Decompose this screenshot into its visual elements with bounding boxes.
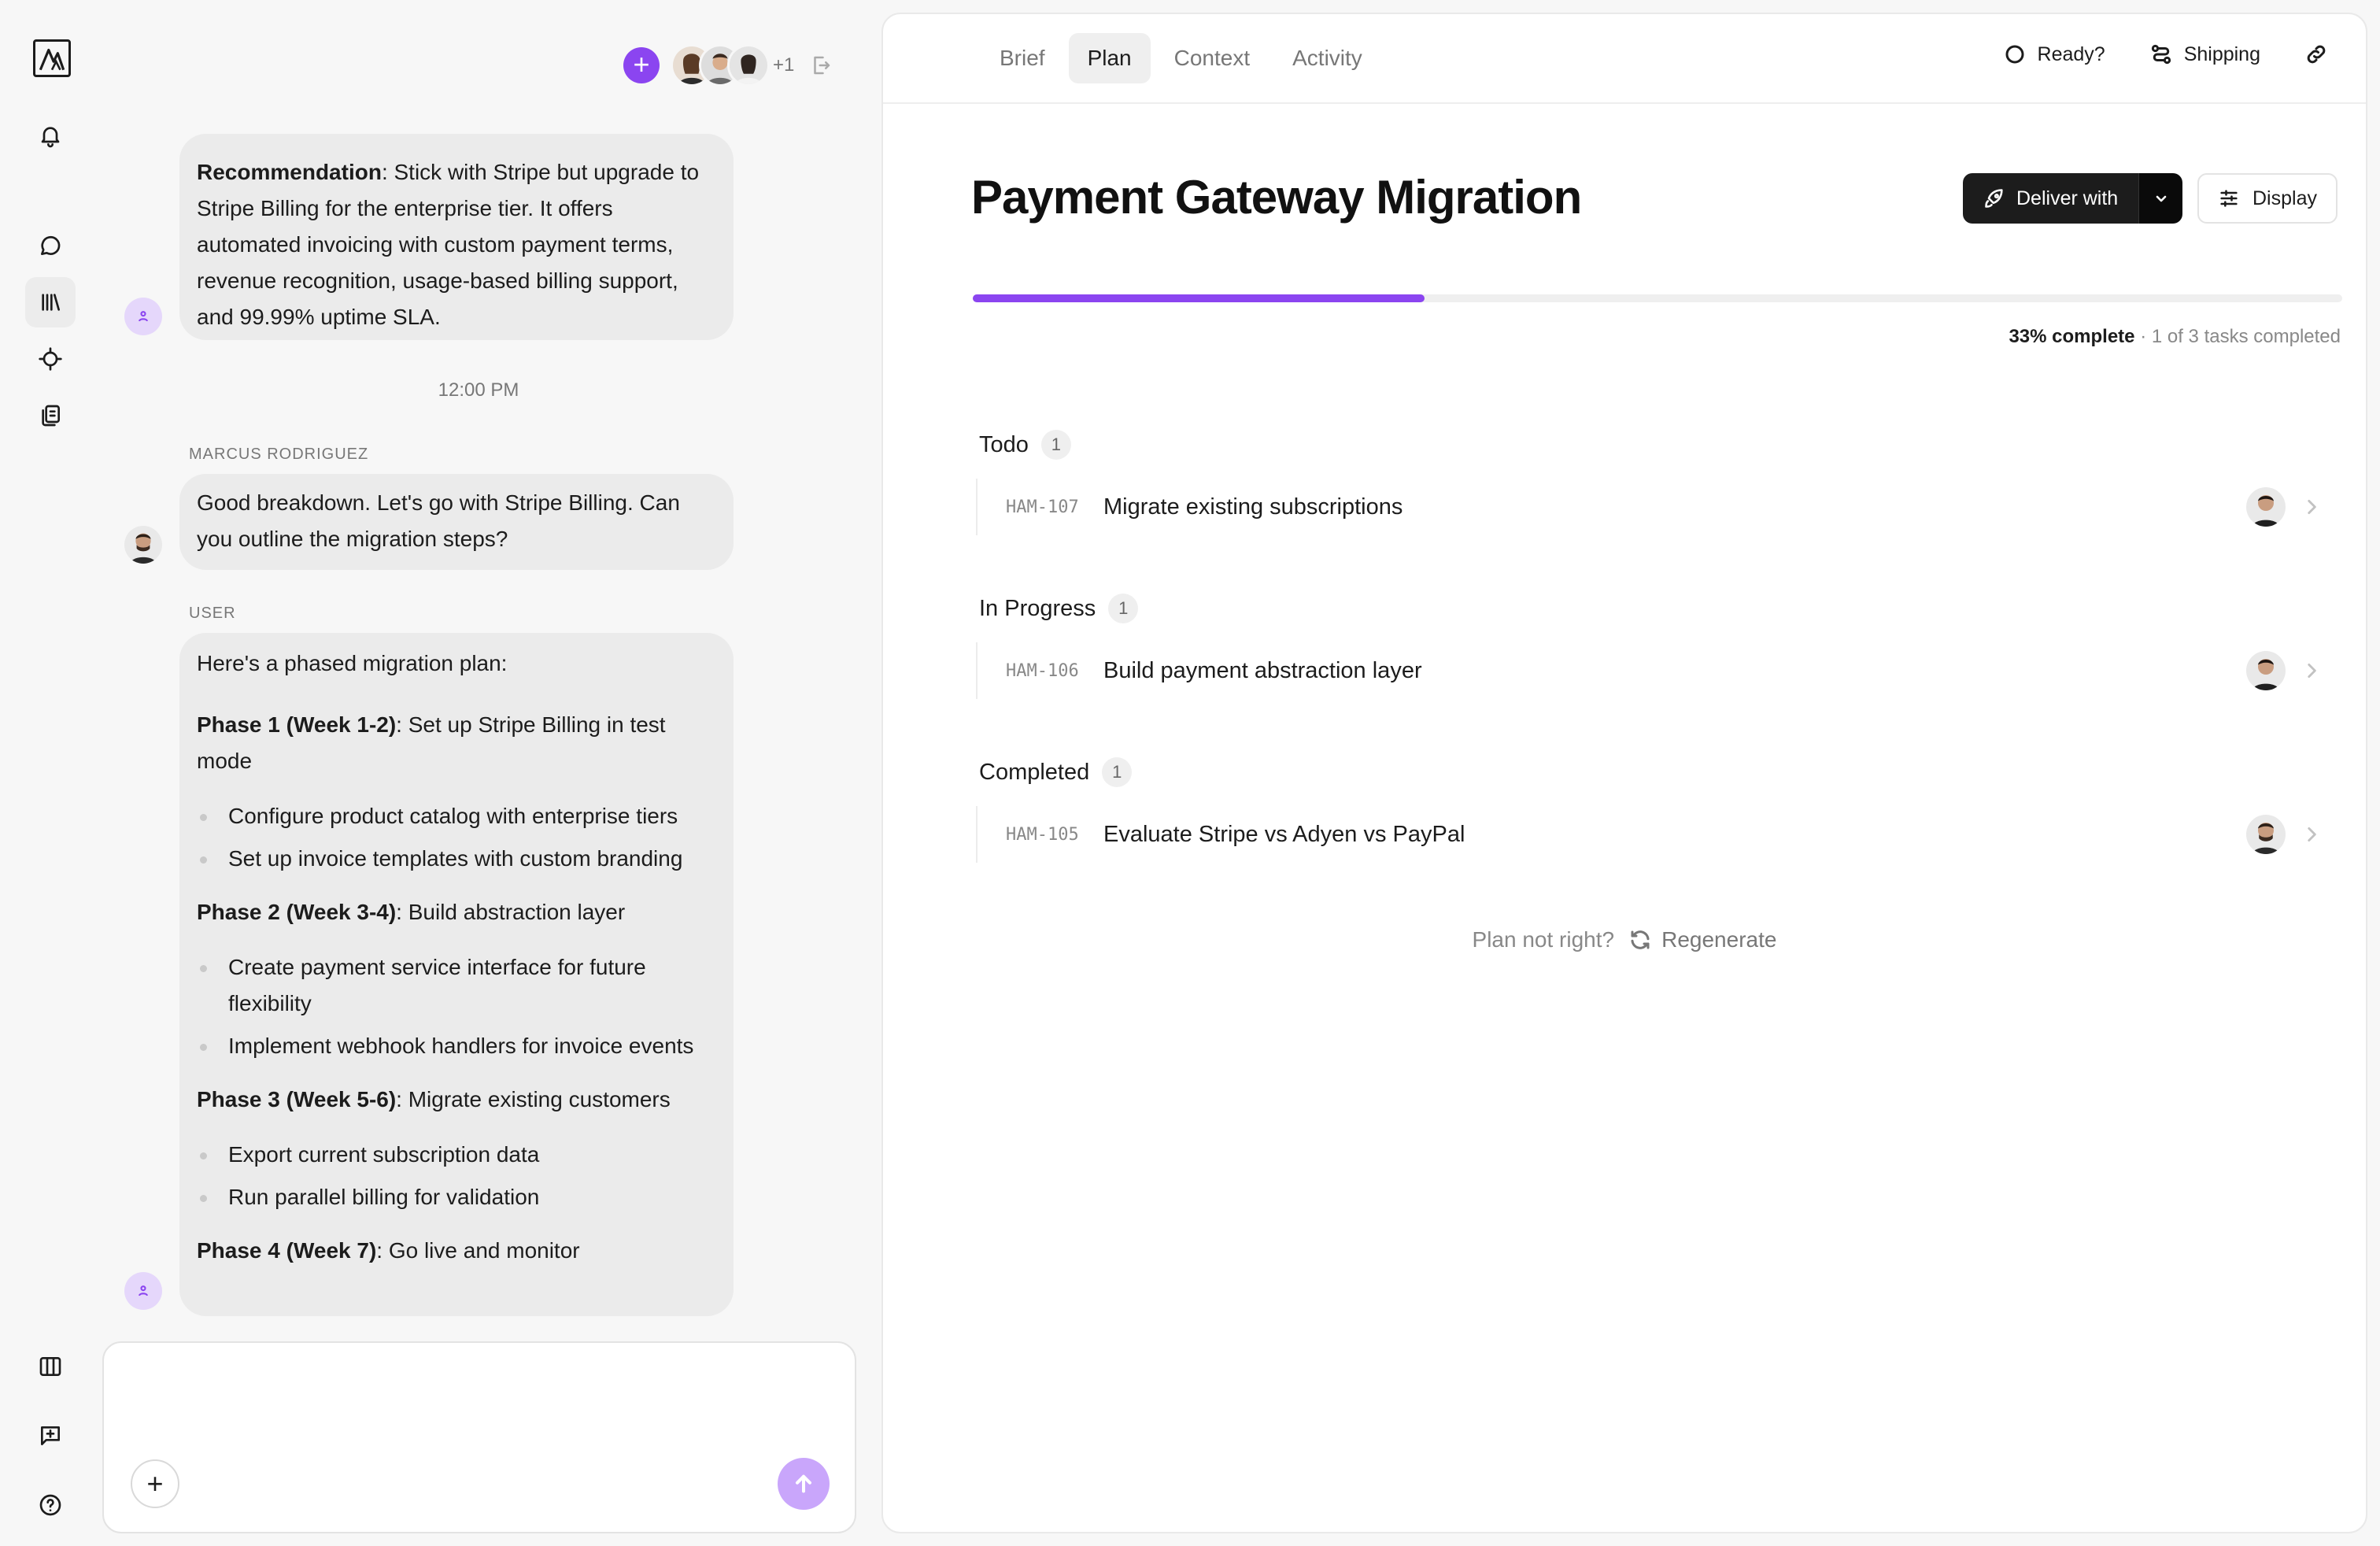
progress-percent: 33% complete — [2009, 326, 2135, 347]
message-plus-icon — [38, 1423, 63, 1448]
chat-panel — [101, 0, 861, 1546]
group-count: 1 — [1102, 757, 1132, 787]
group-header-in-progress[interactable] — [979, 594, 1138, 623]
sidebar-toggle-button[interactable] — [25, 1341, 76, 1392]
link-icon — [2304, 43, 2328, 66]
tab-plan[interactable]: Plan — [1069, 33, 1151, 83]
documents-button[interactable] — [25, 390, 76, 441]
shipping-label: Shipping — [2183, 43, 2260, 65]
refresh-icon — [1628, 928, 1652, 952]
progress-fill — [973, 294, 1425, 302]
assistant-message — [179, 134, 734, 340]
tab-activity[interactable]: Activity — [1292, 46, 1362, 70]
task-title: Build payment abstraction layer — [1103, 657, 1422, 683]
regenerate-prompt: Plan not right? — [1472, 927, 1615, 952]
feedback-button[interactable] — [25, 1411, 76, 1461]
task-title: Evaluate Stripe vs Adyen vs PayPal — [1103, 821, 1465, 847]
chevron-down-icon — [2152, 189, 2171, 208]
task-id: HAM-107 — [1006, 497, 1079, 517]
group-count: 1 — [1041, 430, 1071, 460]
assignee-avatar[interactable] — [2246, 815, 2286, 854]
user-message — [179, 474, 734, 570]
target-button[interactable] — [25, 334, 76, 384]
bell-icon — [38, 123, 63, 148]
list-item: Run parallel billing for validation — [197, 1179, 716, 1215]
top-actions — [2003, 43, 2328, 66]
status-label: Ready? — [2037, 43, 2105, 65]
documents-icon — [38, 403, 63, 428]
phase-bullets — [197, 949, 716, 1064]
sender-name: MARCUS RODRIGUEZ — [189, 446, 369, 463]
leave-icon[interactable] — [809, 54, 833, 77]
rocket-icon — [1983, 187, 2005, 209]
crosshair-icon — [38, 346, 63, 372]
assistant-avatar — [124, 1272, 162, 1310]
plan-panel — [881, 13, 2367, 1533]
regenerate-label: Regenerate — [1661, 927, 1777, 952]
deliver-split-button — [1963, 173, 2182, 224]
page-title: Payment Gateway Migration — [971, 171, 1582, 224]
phase-heading: Phase 2 (Week 3-4): Build abstraction layer — [197, 900, 626, 924]
message-text: : Stick with Stripe but upgrade to Stripe Billing for the enterprise tier. It offers automated invoicing with custom payment terms, revenue recognition, usage-based billing support, and 99.99% uptime SLA. — [197, 160, 700, 329]
progress-detail: · 1 of 3 tasks completed — [2134, 326, 2341, 347]
list-item: Set up invoice templates with custom branding — [197, 841, 716, 877]
help-button[interactable] — [25, 1480, 76, 1530]
phase-bullets — [197, 798, 716, 877]
regenerate-button[interactable] — [1628, 927, 1776, 952]
user-icon — [135, 1283, 151, 1299]
task-row[interactable] — [976, 479, 2345, 535]
app-logo[interactable] — [33, 39, 71, 77]
task-title: Migrate existing subscriptions — [1103, 494, 1403, 520]
deliver-dropdown-button[interactable] — [2138, 173, 2182, 224]
chevron-right-icon[interactable] — [2301, 497, 2322, 517]
library-icon — [38, 290, 63, 315]
list-item: Implement webhook handlers for invoice events — [197, 1028, 716, 1064]
group-header-completed[interactable] — [979, 757, 1132, 787]
task-row[interactable] — [976, 806, 2345, 863]
regenerate-row — [883, 927, 2366, 952]
group-name: Completed — [979, 759, 1090, 785]
tab-bar — [981, 33, 1381, 83]
tab-brief[interactable]: Brief — [1000, 46, 1045, 70]
display-label: Display — [2252, 187, 2317, 209]
phase-bullets — [197, 1137, 716, 1215]
list-item: Export current subscription data — [197, 1137, 716, 1173]
chats-button[interactable] — [25, 220, 76, 271]
progress-text — [2009, 326, 2341, 348]
notifications-button[interactable] — [25, 110, 76, 161]
chevron-right-icon[interactable] — [2301, 660, 2322, 681]
copy-link-button[interactable] — [2304, 43, 2328, 66]
sliders-icon — [2218, 187, 2240, 209]
chat-bubble-icon — [38, 233, 63, 258]
message-label: Recommendation — [197, 160, 382, 184]
library-button[interactable] — [25, 277, 76, 327]
help-icon — [38, 1492, 63, 1518]
group-count: 1 — [1108, 594, 1138, 623]
message-composer[interactable] — [102, 1341, 856, 1533]
circle-icon — [2003, 43, 2027, 66]
icon-rail — [0, 0, 101, 1546]
avatar — [727, 44, 770, 87]
task-id: HAM-106 — [1006, 660, 1079, 681]
shipping-button[interactable] — [2149, 43, 2260, 66]
avatar — [124, 526, 162, 564]
route-icon — [2149, 43, 2173, 66]
task-row[interactable] — [976, 642, 2345, 699]
columns-icon — [38, 1354, 63, 1379]
group-header-todo[interactable] — [979, 430, 1071, 460]
tab-context[interactable]: Context — [1173, 46, 1251, 70]
deliver-button[interactable] — [1963, 173, 2138, 224]
task-id: HAM-105 — [1006, 824, 1079, 845]
add-member-button[interactable]: + — [623, 47, 660, 83]
assignee-avatar[interactable] — [2246, 651, 2286, 690]
list-item: Configure product catalog with enterprise tiers — [197, 798, 716, 834]
top-bar — [883, 14, 2366, 104]
chat-header — [101, 43, 861, 90]
status-button[interactable] — [2003, 43, 2105, 66]
phase-heading: Phase 1 (Week 1-2): Set up Stripe Billing in test mode — [197, 712, 666, 773]
list-item: Create payment service interface for future flexibility — [197, 949, 716, 1022]
member-avatars[interactable] — [671, 44, 794, 87]
send-button[interactable] — [778, 1458, 830, 1510]
phase-heading: Phase 3 (Week 5-6): Migrate existing customers — [197, 1087, 671, 1111]
progress-bar — [973, 294, 2342, 302]
arrow-up-icon — [791, 1471, 816, 1496]
more-members-count[interactable]: +1 — [773, 54, 795, 76]
phase-heading: Phase 4 (Week 7): Go live and monitor — [197, 1238, 580, 1263]
user-icon — [135, 309, 151, 324]
assistant-message — [179, 633, 734, 1316]
group-name: Todo — [979, 431, 1029, 457]
assignee-avatar[interactable] — [2246, 487, 2286, 527]
message-timestamp: 12:00 PM — [438, 379, 519, 401]
assistant-avatar — [124, 298, 162, 335]
display-button[interactable] — [2197, 173, 2338, 224]
message-intro: Here's a phased migration plan: — [197, 651, 508, 675]
chevron-right-icon[interactable] — [2301, 824, 2322, 845]
message-text: Good breakdown. Let's go with Stripe Billing. Can you outline the migration steps? — [197, 490, 680, 551]
group-name: In Progress — [979, 595, 1096, 621]
attach-button[interactable]: + — [131, 1459, 179, 1508]
sender-name: USER — [189, 605, 236, 622]
deliver-label: Deliver with — [2016, 187, 2119, 209]
